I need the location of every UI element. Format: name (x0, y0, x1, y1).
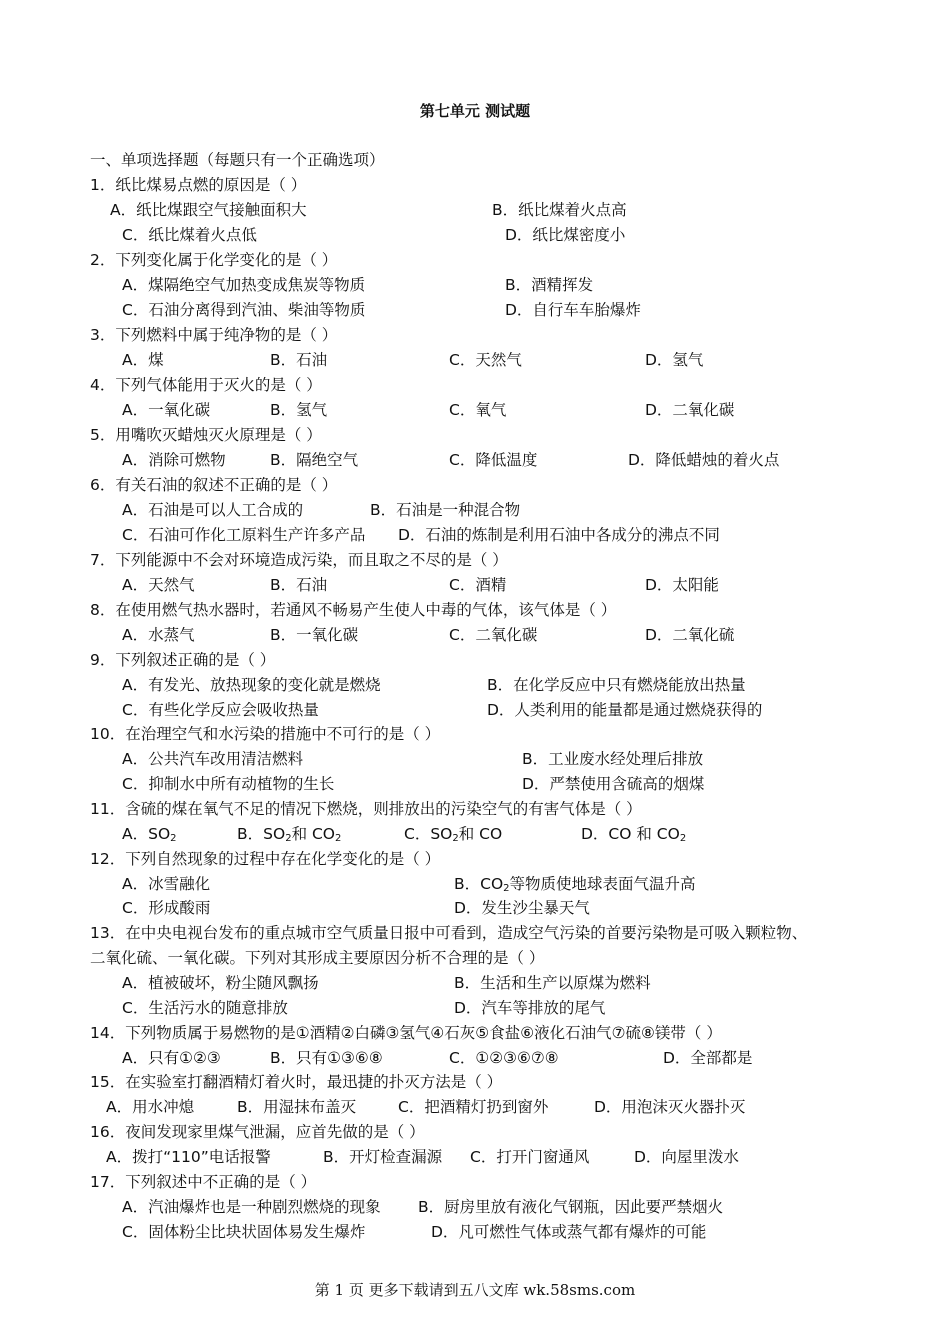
section-heading: 一、单项选择题（每题只有一个正确选项） (90, 151, 385, 169)
question-1-option-d: D．纸比煤密度小 (505, 226, 626, 244)
question-16-stem: 16．夜间发现家里煤气泄漏，应首先做的是（ ） (90, 1123, 425, 1141)
option-text: B．SO (237, 825, 286, 843)
question-17-stem: 17．下列叙述中不正确的是（ ） (90, 1173, 317, 1191)
question-6-option-c: C．石油可作化工原料生产许多产品 (122, 526, 366, 544)
question-9-option-b: B．在化学反应中只有燃烧能放出热量 (487, 676, 746, 694)
question-5-option-b: B．隔绝空气 (270, 451, 359, 469)
subscript: 2 (285, 833, 292, 844)
question-7-option-a: A．天然气 (122, 576, 195, 594)
question-1-stem: 1．纸比煤易点燃的原因是（ ） (90, 176, 307, 194)
question-12-option-c: C．形成酸雨 (122, 899, 211, 917)
question-12-option-b (454, 874, 696, 899)
question-14-option-a: A．只有①②③ (122, 1049, 221, 1067)
question-3-option-c: C．天然气 (449, 351, 522, 369)
question-11-option-c (404, 824, 502, 849)
question-9-option-c: C．有些化学反应会吸收热量 (122, 701, 319, 719)
question-3-option-d: D．氢气 (645, 351, 704, 369)
question-9-option-d: D．人类利用的能量都是通过燃烧获得的 (487, 701, 763, 719)
question-16-option-c: C．打开门窗通风 (470, 1148, 590, 1166)
subscript: 2 (335, 833, 342, 844)
option-text: D．CO 和 CO (581, 825, 680, 843)
question-17-option-b: B．厨房里放有液化气钢瓶，因此要严禁烟火 (418, 1198, 724, 1216)
question-14-option-d: D．全部都是 (663, 1049, 753, 1067)
page-title: 第七单元 测试题 (419, 102, 531, 120)
question-6-option-d: D．石油的炼制是利用石油中各成分的沸点不同 (398, 526, 720, 544)
option-text-tail: 等物质使地球表面气温升高 (509, 875, 696, 893)
question-13-stem: 13．在中央电视台发布的重点城市空气质量日报中可看到，造成空气污染的首要污染物是可吸入颗粒物、 (90, 924, 808, 942)
question-5-option-d: D．降低蜡烛的着火点 (628, 451, 780, 469)
question-3-option-a: A．煤 (122, 351, 164, 369)
option-text-tail: 和 CO (458, 825, 503, 843)
question-4-option-c: C．氧气 (449, 401, 507, 419)
question-12-stem: 12．下列自然现象的过程中存在化学变化的是（ ） (90, 850, 441, 868)
subscript: 2 (679, 833, 687, 844)
question-2-option-d: D．自行车车胎爆炸 (505, 301, 641, 319)
subscript: 2 (170, 833, 177, 844)
question-13-option-d: D．汽车等排放的尾气 (454, 999, 606, 1017)
question-8-option-b: B．一氧化碳 (270, 626, 359, 644)
question-10-option-d: D．严禁使用含硫高的烟煤 (522, 775, 705, 793)
question-15-stem: 15．在实验室打翻酒精灯着火时，最迅捷的扑灭方法是（ ） (90, 1073, 503, 1091)
question-8-option-d: D．二氧化硫 (645, 626, 735, 644)
option-text: C．SO (404, 825, 453, 843)
question-6-stem: 6．有关石油的叙述不正确的是（ ） (90, 476, 338, 494)
question-3-option-b: B．石油 (270, 351, 328, 369)
question-13-option-c: C．生活污水的随意排放 (122, 999, 288, 1017)
page-footer: 第 1 页 更多下载请到五八文库 wk.58sms.com (314, 1281, 636, 1299)
question-13-option-a: A．植被破坏，粉尘随风飘扬 (122, 974, 319, 992)
question-4-stem: 4．下列气体能用于灭火的是（ ） (90, 376, 322, 394)
question-2-stem: 2．下列变化属于化学变化的是（ ） (90, 251, 338, 269)
option-text-tail: 和 CO (291, 825, 336, 843)
question-2-option-a: A．煤隔绝空气加热变成焦炭等物质 (122, 276, 366, 294)
question-7-option-c: C．酒精 (449, 576, 507, 594)
question-1-option-a: A．纸比煤跟空气接触面积大 (110, 201, 307, 219)
question-1-option-c: C．纸比煤着火点低 (122, 226, 257, 244)
question-8-option-c: C．二氧化碳 (449, 626, 538, 644)
question-7-option-b: B．石油 (270, 576, 328, 594)
question-17-option-d: D．凡可燃性气体或蒸气都有爆炸的可能 (431, 1223, 707, 1241)
question-11-option-b (237, 824, 341, 849)
question-6-option-b: B．石油是一种混合物 (370, 501, 521, 519)
question-7-stem: 7．下列能源中不会对环境造成污染，而且取之不尽的是（ ） (90, 551, 508, 569)
question-15-option-a: A．用水冲熄 (106, 1098, 195, 1116)
question-11-option-d (581, 824, 686, 849)
question-3-stem: 3．下列燃料中属于纯净物的是（ ） (90, 326, 338, 344)
question-6-option-a: A．石油是可以人工合成的 (122, 501, 304, 519)
question-14-option-c: C．①②③⑥⑦⑧ (449, 1049, 559, 1067)
question-15-option-b: B．用湿抹布盖灭 (237, 1098, 357, 1116)
question-10-option-a: A．公共汽车改用清洁燃料 (122, 750, 304, 768)
question-8-stem: 8．在使用燃气热水器时，若通风不畅易产生使人中毒的气体，该气体是（ ） (90, 601, 617, 619)
question-5-option-a: A．消除可燃物 (122, 451, 226, 469)
question-10-stem: 10．在治理空气和水污染的措施中不可行的是（ ） (90, 725, 441, 743)
question-12-option-d: D．发生沙尘暴天气 (454, 899, 590, 917)
subscript: 2 (503, 883, 510, 894)
question-4-option-b: B．氢气 (270, 401, 328, 419)
question-16-option-b: B．开灯检查漏源 (323, 1148, 443, 1166)
question-2-option-b: B．酒精挥发 (505, 276, 594, 294)
question-2-option-c: C．石油分离得到汽油、柴油等物质 (122, 301, 366, 319)
question-10-option-b: B．工业废水经处理后排放 (522, 750, 704, 768)
question-8-option-a: A．水蒸气 (122, 626, 195, 644)
option-text: A．SO (122, 825, 171, 843)
option-text: B．CO (454, 875, 504, 893)
question-4-option-d: D．二氧化碳 (645, 401, 735, 419)
question-10-option-c: C．抑制水中所有动植物的生长 (122, 775, 335, 793)
question-13-option-b: B．生活和生产以原煤为燃料 (454, 974, 651, 992)
question-16-option-d: D．向屋里泼水 (634, 1148, 739, 1166)
question-15-option-d: D．用泡沫灭火器扑灭 (594, 1098, 746, 1116)
question-17-option-c: C．固体粉尘比块状固体易发生爆炸 (122, 1223, 366, 1241)
question-4-option-a: A．一氧化碳 (122, 401, 211, 419)
question-11-stem: 11．含硫的煤在氧气不足的情况下燃烧，则排放出的污染空气的有害气体是（ ） (90, 800, 642, 818)
question-14-option-b: B．只有①③⑥⑧ (270, 1049, 383, 1067)
question-9-option-a: A．有发光、放热现象的变化就是燃烧 (122, 676, 381, 694)
question-7-option-d: D．太阳能 (645, 576, 719, 594)
question-9-stem: 9．下列叙述正确的是（ ） (90, 651, 276, 669)
question-11-option-a (122, 824, 177, 849)
question-14-stem: 14．下列物质属于易燃物的是①酒精②白磷③氢气④石灰⑤食盐⑥液化石油气⑦硫⑧镁带（ ） (90, 1024, 722, 1042)
question-5-stem: 5．用嘴吹灭蜡烛灭火原理是（ ） (90, 426, 322, 444)
question-17-option-a: A．汽油爆炸也是一种剧烈燃烧的现象 (122, 1198, 381, 1216)
question-12-option-a: A．冰雪融化 (122, 875, 211, 893)
question-1-option-b: B．纸比煤着火点高 (492, 201, 627, 219)
question-5-option-c: C．降低温度 (449, 451, 538, 469)
subscript: 2 (452, 833, 459, 844)
question-16-option-a: A．拨打“110”电话报警 (106, 1148, 271, 1166)
question-15-option-c: C．把酒精灯扔到窗外 (398, 1098, 549, 1116)
question-13-stem-continued: 二氧化硫、一氧化碳。下列对其形成主要原因分析不合理的是（ ） (90, 949, 545, 967)
